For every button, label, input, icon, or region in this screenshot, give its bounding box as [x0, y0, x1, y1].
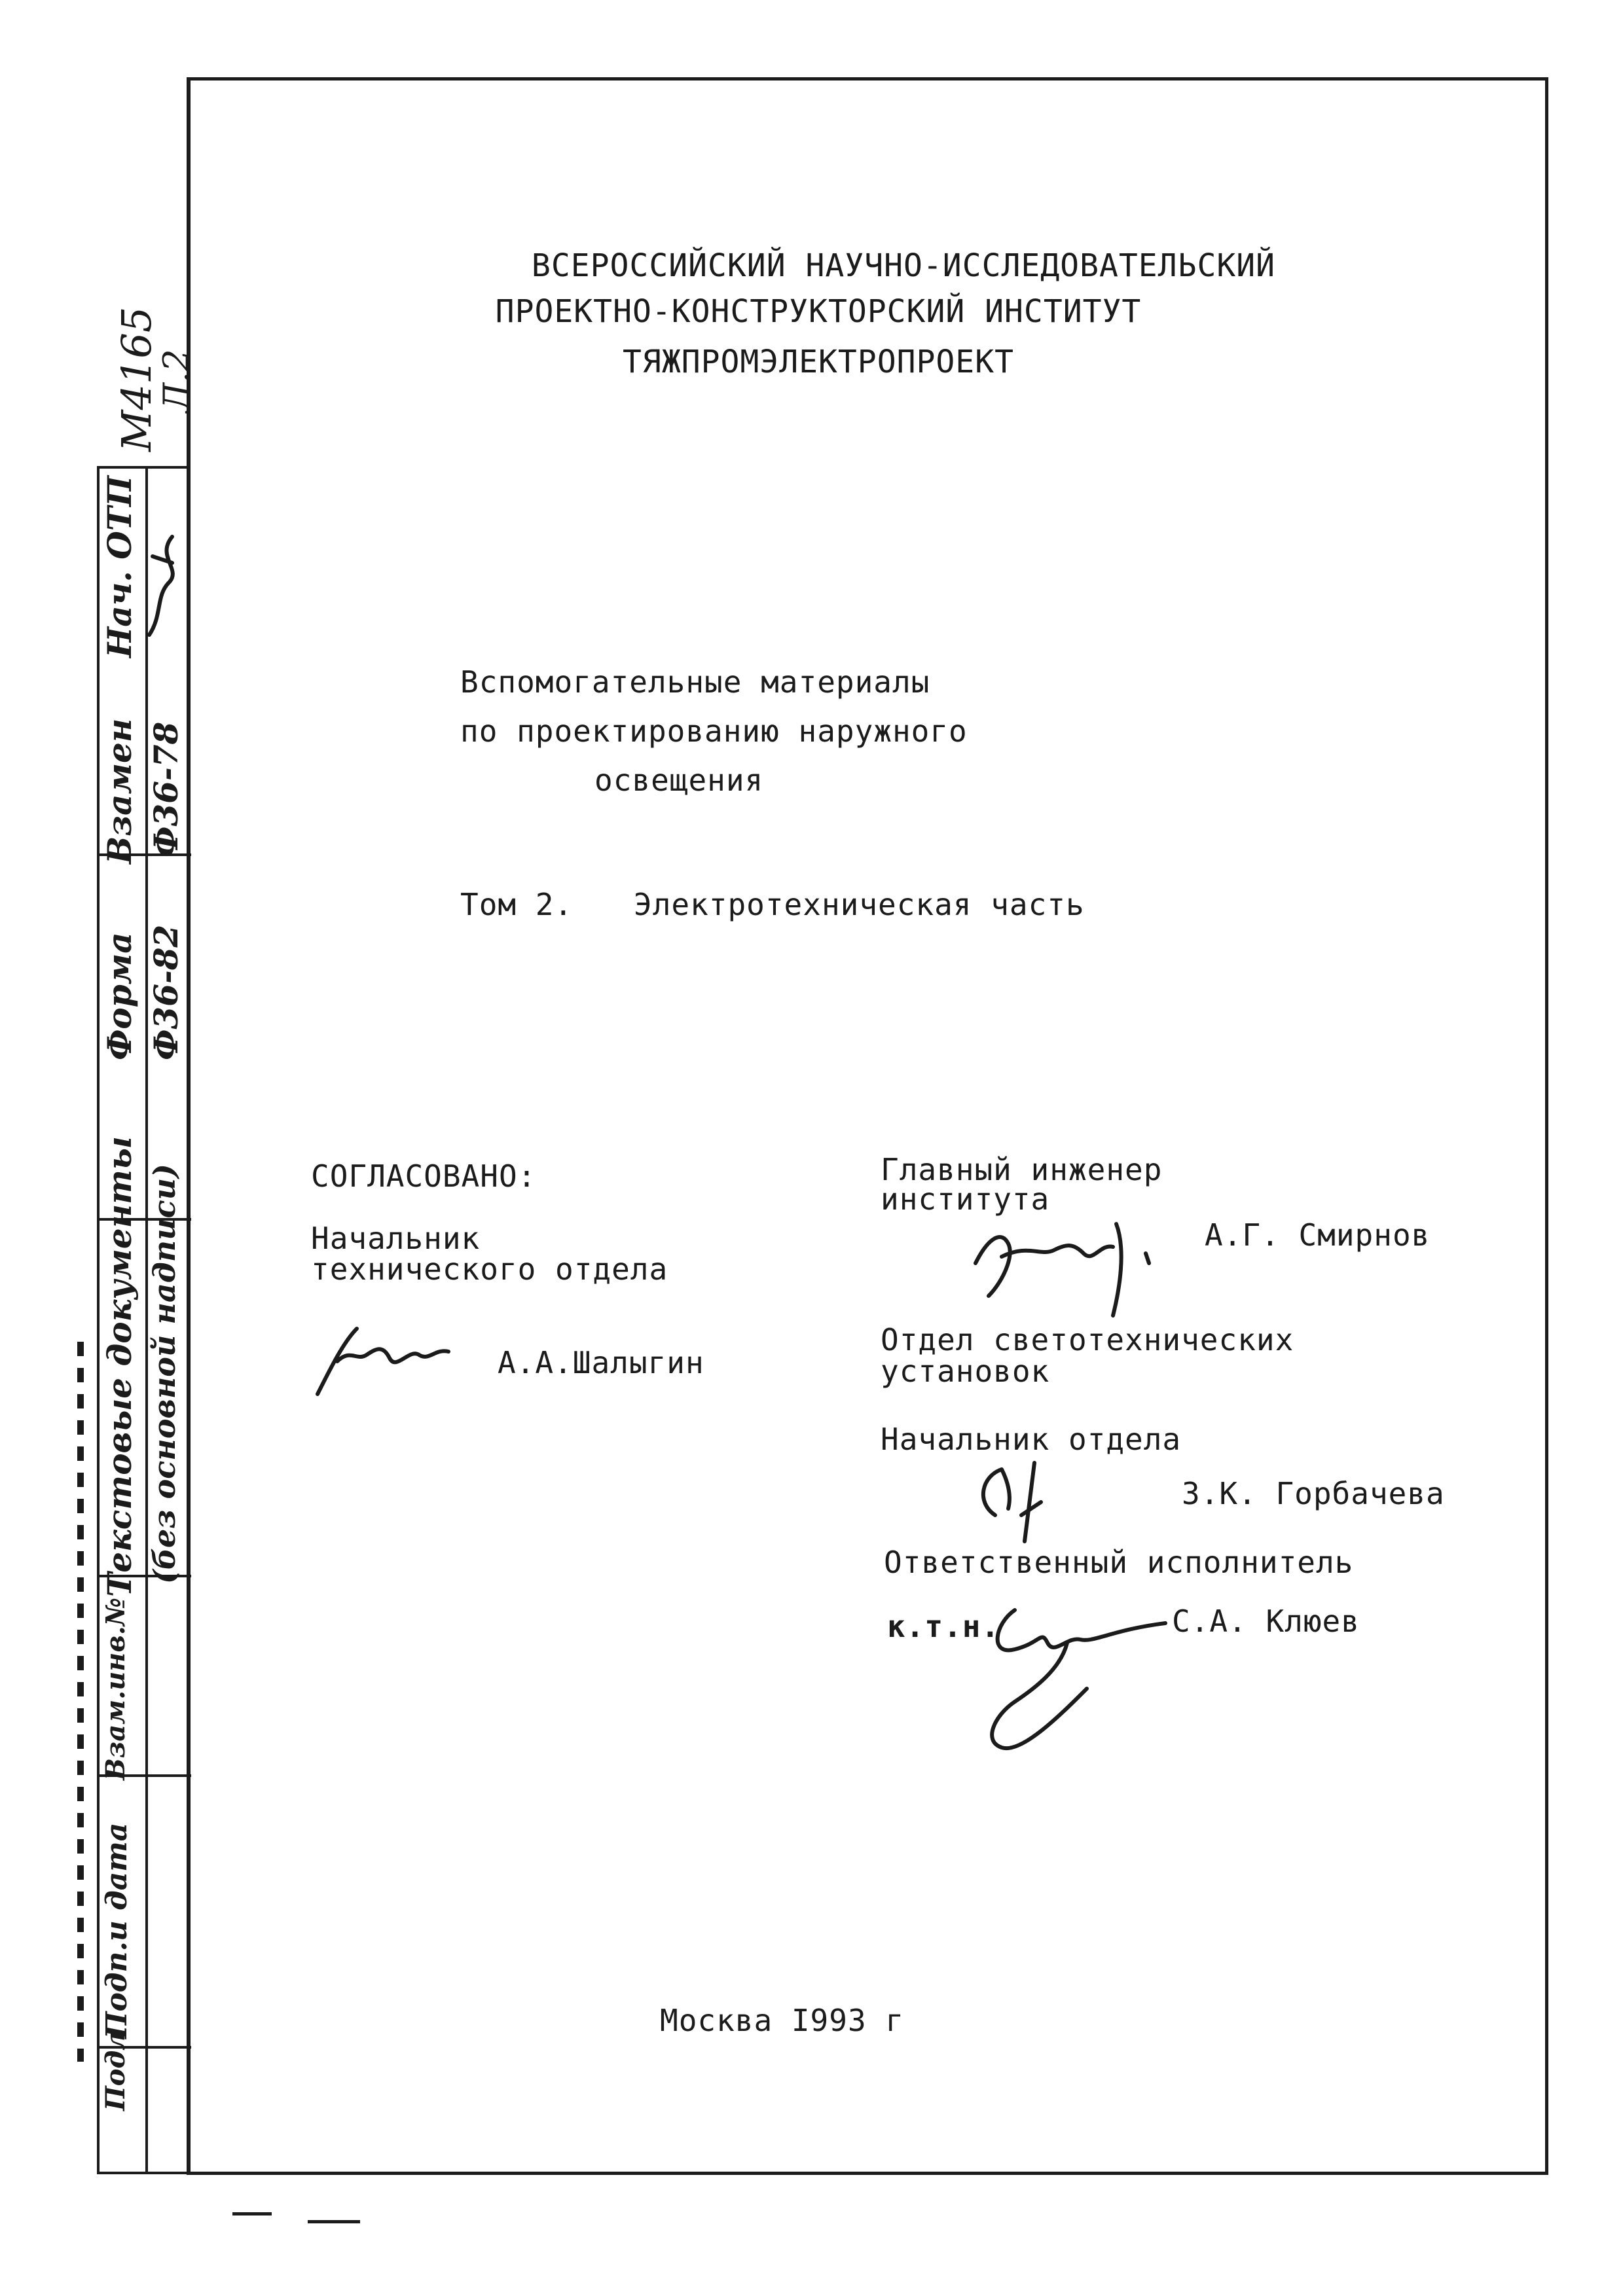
chief-engineer-role-line2: института	[881, 1181, 1050, 1217]
strip-initials-signature	[143, 517, 182, 641]
executor-signature	[969, 1584, 1185, 1761]
chief-engineer-role-line1: Главный инженер	[881, 1152, 1163, 1187]
scan-artifact	[232, 2212, 272, 2215]
margin-form-value: Ф36-82	[147, 924, 185, 1060]
margin-replaces-label: Взамен	[100, 718, 139, 864]
margin-sign-date-label: Подп.и дата	[100, 1822, 134, 2039]
volume-number: Том 2.	[460, 887, 574, 922]
executor-name: С.А. Клюев	[1172, 1604, 1360, 1639]
margin-original-label: Подл	[100, 2031, 131, 2111]
institute-name-line3: ТЯЖПРОМЭЛЕКТРОПРОЕКТ	[623, 344, 1014, 380]
approval-heading: СОГЛАСОВАНО:	[311, 1158, 537, 1194]
chief-engineer-signature	[962, 1198, 1178, 1322]
margin-replaces-value: Ф36-78	[147, 721, 185, 857]
handwritten-sheet: Л.2	[156, 349, 197, 412]
city-and-year: Москва I993 г	[660, 2003, 905, 2038]
margin-head-otp-label: Нач. ОТП	[100, 475, 139, 658]
handwritten-code: М4165	[113, 306, 160, 452]
approval-name: А.А.Шалыгин	[498, 1345, 704, 1380]
margin-form-label: Форма	[100, 932, 139, 1060]
institute-name-line2: ПРОЕКТНО-КОНСТРУКТОРСКИЙ ИНСТИТУТ	[495, 293, 1142, 330]
approval-signature	[304, 1322, 462, 1401]
chief-engineer-name: А.Г. Смирнов	[1205, 1217, 1431, 1253]
document-title-line3: освещения	[594, 762, 764, 798]
approval-role-line1: Начальник	[311, 1221, 481, 1256]
scan-artifact	[308, 2220, 360, 2223]
scan-artifact	[77, 1342, 84, 2062]
volume-name: Электротехническая часть	[634, 887, 1085, 922]
department-line1: Отдел светотехнических	[881, 1322, 1294, 1357]
page-frame	[187, 77, 1548, 2175]
department-line2: установок	[881, 1354, 1050, 1389]
department-head-signature	[962, 1456, 1093, 1548]
approval-role-line2: технического отдела	[311, 1251, 668, 1287]
department-head-name: З.К. Горбачева	[1182, 1476, 1445, 1511]
executor-role: Ответственный исполнитель	[884, 1545, 1354, 1580]
document-title-line1: Вспомогательные материалы	[460, 664, 930, 700]
document-title-line2: по проектированию наружного	[460, 713, 968, 749]
margin-text-docs-note: (без основной надписи)	[147, 1164, 182, 1584]
margin-text-docs-label: Текстовые документы	[100, 1136, 139, 1597]
institute-name-line1: ВСЕРОССИЙСКИЙ НАУЧНО-ИССЛЕДОВАТЕЛЬСКИЙ	[531, 247, 1276, 284]
department-head-role: Начальник отдела	[881, 1422, 1182, 1457]
executor-degree: к.т.н.	[887, 1609, 1000, 1644]
margin-inv-label: Взам.инв.№	[100, 1597, 131, 1780]
